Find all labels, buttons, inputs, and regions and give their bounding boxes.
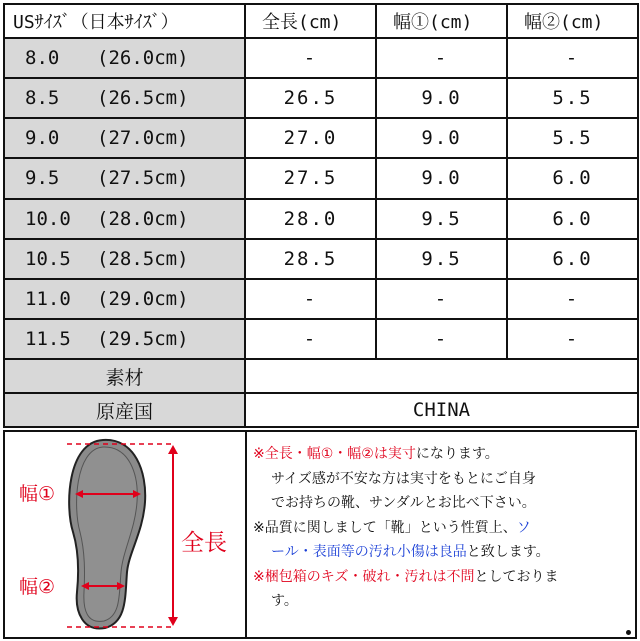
note-text: と致します。	[466, 544, 550, 560]
jp-size: (28.5cm)	[97, 247, 189, 270]
width2-cell: 6.0	[507, 239, 638, 279]
width1-cell: 9.5	[376, 199, 507, 239]
header-width2: 幅②(cm)	[507, 4, 638, 38]
header-us-size: USｻｲｽﾞ（日本ｻｲｽﾞ）	[4, 4, 245, 38]
width2-cell: 6.0	[507, 199, 638, 239]
size-cell	[4, 158, 245, 198]
jp-size: (29.0cm)	[97, 287, 189, 310]
note-red-text: ※全長・幅①・幅②は実寸	[253, 446, 416, 462]
size-cell	[4, 78, 245, 118]
note-blue-text: ール・表面等の汚れ小傷は良品	[271, 544, 467, 560]
note-line	[253, 565, 633, 590]
notes-text	[253, 442, 633, 614]
origin-value: CHINA	[245, 393, 638, 427]
size-cell	[4, 118, 245, 158]
sole-inner-icon	[77, 447, 138, 621]
table-row	[4, 38, 638, 78]
jp-size: (26.0cm)	[97, 47, 189, 70]
width2-label: 幅②	[19, 576, 56, 598]
sole-diagram	[5, 432, 247, 637]
width2-cell: 5.5	[507, 118, 638, 158]
note-line: でお持ちの靴、サンダルとお比べ下さい。	[271, 495, 536, 511]
material-row	[4, 359, 638, 393]
table-row	[4, 118, 638, 158]
size-cell	[4, 239, 245, 279]
note-text: としておりま	[474, 568, 559, 585]
total-length-cell: 27.0	[245, 118, 376, 158]
total-length-cell: 26.5	[245, 78, 376, 118]
material-value	[245, 359, 638, 393]
us-size: 10.0	[25, 207, 71, 230]
jp-size: (26.5cm)	[97, 87, 189, 110]
table-header-row	[4, 4, 638, 38]
jp-size: (27.5cm)	[97, 167, 189, 190]
width1-label: 幅①	[19, 483, 56, 505]
note-line	[253, 540, 633, 565]
length-label: 全長	[181, 530, 227, 556]
us-size: 9.0	[25, 127, 60, 150]
material-label: 素材	[4, 359, 245, 393]
total-length-cell: -	[245, 279, 376, 319]
origin-label: 原産国	[4, 393, 245, 427]
total-length-cell: 28.5	[245, 239, 376, 279]
table-row	[4, 319, 638, 359]
width1-cell: 9.0	[376, 118, 507, 158]
origin-row	[4, 393, 638, 427]
width2-cell: 5.5	[507, 78, 638, 118]
note-red-text: ※梱包箱のキズ・破れ・汚れは不問	[253, 568, 475, 585]
us-size: 8.0	[25, 47, 60, 70]
note-text: になります。	[415, 446, 499, 462]
width1-cell: -	[376, 38, 507, 78]
width2-cell: -	[507, 38, 638, 78]
note-line: す。	[271, 593, 298, 609]
note-blue-text: ソ	[516, 519, 531, 536]
us-size: 11.0	[25, 287, 71, 310]
size-cell	[4, 279, 245, 319]
width2-cell: -	[507, 279, 638, 319]
note-text: ※品質に関しまして「靴」という性質上、	[253, 519, 517, 536]
width1-cell: 9.0	[376, 78, 507, 118]
size-cell	[4, 38, 245, 78]
sole-diagram-svg	[5, 432, 245, 637]
size-table	[3, 3, 639, 428]
us-size: 9.5	[25, 167, 60, 190]
total-length-cell: -	[245, 38, 376, 78]
width2-cell: 6.0	[507, 158, 638, 198]
width2-cell: -	[507, 319, 638, 359]
table-row	[4, 78, 638, 118]
size-cell	[4, 319, 245, 359]
size-cell	[4, 199, 245, 239]
note-line: サイズ感が不安な方は実寸をもとにご自身	[271, 470, 536, 487]
table-row	[4, 279, 638, 319]
notes-section	[3, 430, 637, 639]
total-length-cell: -	[245, 319, 376, 359]
us-size: 11.5	[25, 327, 71, 350]
total-length-cell: 27.5	[245, 158, 376, 198]
width1-cell: 9.5	[376, 239, 507, 279]
corner-dot	[626, 630, 631, 635]
table-row	[4, 199, 638, 239]
jp-size: (29.5cm)	[97, 327, 189, 350]
header-total-length: 全長(cm)	[245, 4, 376, 38]
header-width1: 幅①(cm)	[376, 4, 507, 38]
table-row	[4, 239, 638, 279]
note-line	[253, 516, 633, 541]
jp-size: (27.0cm)	[97, 127, 189, 150]
width1-cell: -	[376, 319, 507, 359]
width1-cell: 9.0	[376, 158, 507, 198]
jp-size: (28.0cm)	[97, 207, 189, 230]
table-row	[4, 158, 638, 198]
note-line	[253, 442, 633, 467]
us-size: 8.5	[25, 87, 60, 110]
us-size: 10.5	[25, 247, 71, 270]
width1-cell: -	[376, 279, 507, 319]
total-length-cell: 28.0	[245, 199, 376, 239]
